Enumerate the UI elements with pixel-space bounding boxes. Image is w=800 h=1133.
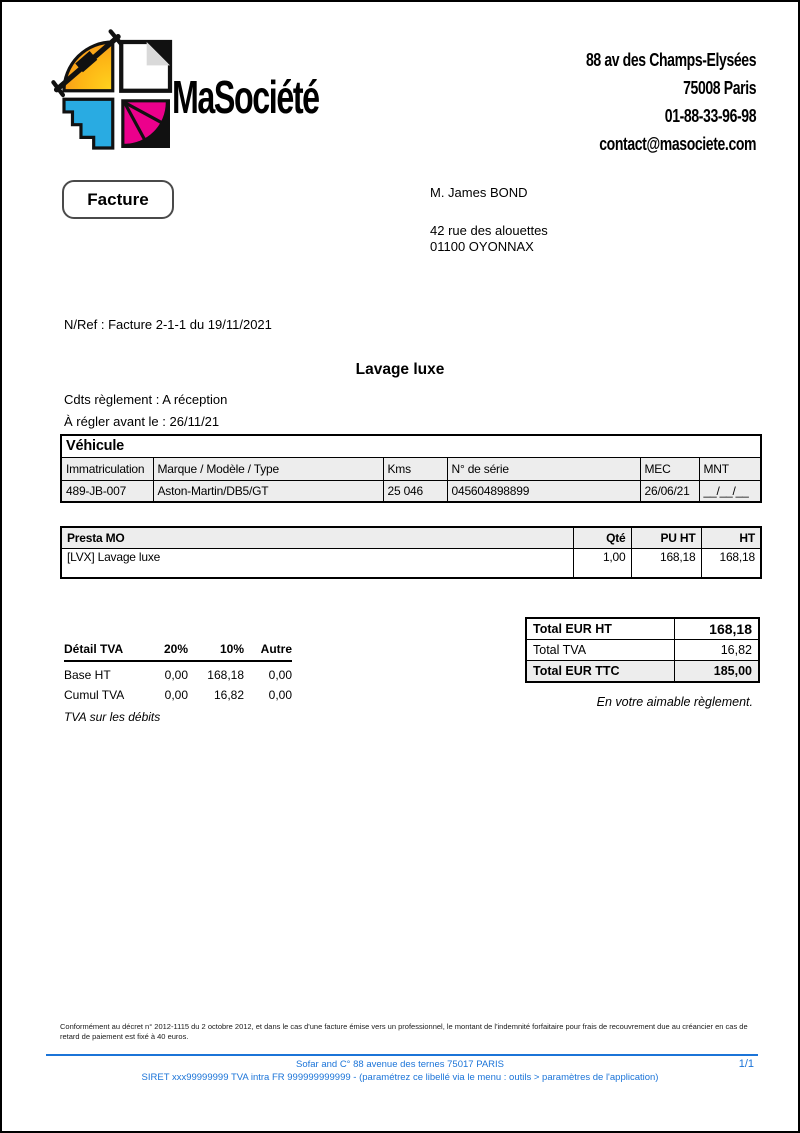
recipient-name: M. James BOND	[430, 185, 528, 200]
invoice-type-badge	[62, 180, 174, 219]
company-email: contact@masociete.com	[599, 134, 756, 154]
logo-pie-icon	[121, 99, 170, 148]
recipient-block	[430, 185, 548, 255]
tva-header-row	[64, 642, 292, 662]
company-phone: 01-88-33-96-98	[664, 106, 756, 126]
col-header-immatriculation: Immatriculation	[61, 457, 153, 480]
col-header-kms: Kms	[383, 457, 447, 480]
total-ht-row	[526, 618, 759, 640]
vehicle-kms: 25 046	[383, 480, 447, 502]
vehicle-table-title: Véhicule	[61, 435, 761, 457]
company-name: MaSociété	[172, 71, 319, 123]
vehicle-immatriculation: 489-JB-007	[61, 480, 153, 502]
tva-header-20: 20%	[163, 642, 188, 656]
col-header-presta: Presta MO	[61, 527, 573, 548]
vehicle-row	[61, 480, 761, 502]
tva-value: 0,00	[268, 688, 292, 702]
logo-stairs-icon	[64, 99, 113, 148]
invoice-type-label: Facture	[87, 189, 149, 209]
col-header-mnt: MNT	[699, 457, 761, 480]
company-address-line: 88 av des Champs-Elysées	[585, 50, 756, 70]
vehicle-marque: Aston-Martin/DB5/GT	[153, 480, 383, 502]
document-title: Lavage luxe	[355, 361, 445, 378]
col-header-ht: HT	[701, 527, 761, 548]
total-ttc-row	[526, 661, 759, 682]
company-logo-icon	[64, 42, 170, 148]
item-total: 168,18	[701, 548, 761, 578]
tva-value: 168,18	[207, 668, 244, 682]
tva-value: 16,82	[213, 688, 244, 702]
tva-row-label: Base HT	[64, 668, 111, 682]
tva-header-autre: Autre	[260, 642, 292, 656]
col-header-serie: N° de série	[447, 457, 640, 480]
item-qty: 1,00	[573, 548, 631, 578]
tva-note: TVA sur les débits	[64, 710, 161, 724]
total-tva-row	[526, 640, 759, 661]
tva-header-10: 10%	[219, 642, 244, 656]
tva-table	[64, 642, 292, 702]
items-table	[60, 526, 762, 579]
total-tva-label: Total TVA	[526, 640, 674, 661]
recipient-address-line1: 42 rue des alouettes	[430, 223, 548, 238]
company-address	[538, 46, 756, 158]
footer-siret-line: SIRET xxx99999999 TVA intra FR 999999999999 - (paramétrez ce libellé via le menu : outils > paramètres de l'application)	[141, 1072, 659, 1083]
tva-value: 0,00	[164, 688, 188, 702]
legal-text: Conformément au décret n° 2012-1115 du 2 octobre 2012, et dans le cas d'une facture émise vers un professionnel, le montant de l'indemnité forfaitaire pour frais de recouvrement due au créancier en cas de retard de paiement est fixé à 40 euros.	[60, 1022, 748, 1041]
reference-line: N/Ref : Facture 2-1-1 du 19/11/2021	[64, 317, 272, 332]
tva-row-label: Cumul TVA	[64, 688, 125, 702]
footer-company-line: Sofar and C° 88 avenue des ternes 75017 PARIS	[295, 1059, 504, 1070]
vehicle-table	[60, 434, 762, 503]
payment-terms: Cdts règlement : A réception	[64, 392, 228, 407]
item-row	[61, 548, 761, 578]
footer-divider	[46, 1054, 758, 1056]
tva-header-label: Détail TVA	[64, 642, 124, 656]
col-header-pu-ht: PU HT	[631, 527, 701, 548]
closing-note: En votre aimable règlement.	[596, 695, 753, 709]
logo-document-icon	[121, 42, 170, 91]
col-header-marque: Marque / Modèle / Type	[153, 457, 383, 480]
company-logo	[64, 42, 382, 148]
due-date-line: À régler avant le : 26/11/21	[64, 414, 220, 429]
col-header-qte: Qté	[573, 527, 631, 548]
vehicle-mnt: __/__/__	[699, 480, 761, 502]
page-number: 1/1	[738, 1058, 754, 1070]
vehicle-serie: 045604898899	[447, 480, 640, 502]
company-address-line: 75008 Paris	[682, 78, 756, 98]
total-ht-value: 168,18	[674, 618, 759, 640]
col-header-mec: MEC	[640, 457, 699, 480]
totals-table	[525, 617, 760, 683]
vehicle-mec: 26/06/21	[640, 480, 699, 502]
total-tva-value: 16,82	[674, 640, 759, 661]
item-label: [LVX] Lavage luxe	[61, 548, 573, 578]
item-unit-price: 168,18	[631, 548, 701, 578]
total-ttc-value: 185,00	[674, 661, 759, 682]
total-ttc-label: Total EUR TTC	[526, 661, 674, 682]
total-ht-label: Total EUR HT	[526, 618, 674, 640]
tva-row-base	[64, 668, 292, 682]
tva-row-cumul	[64, 688, 292, 702]
tva-value: 0,00	[268, 668, 292, 682]
tva-value: 0,00	[164, 668, 188, 682]
recipient-address-line2: 01100 OYONNAX	[430, 239, 534, 254]
